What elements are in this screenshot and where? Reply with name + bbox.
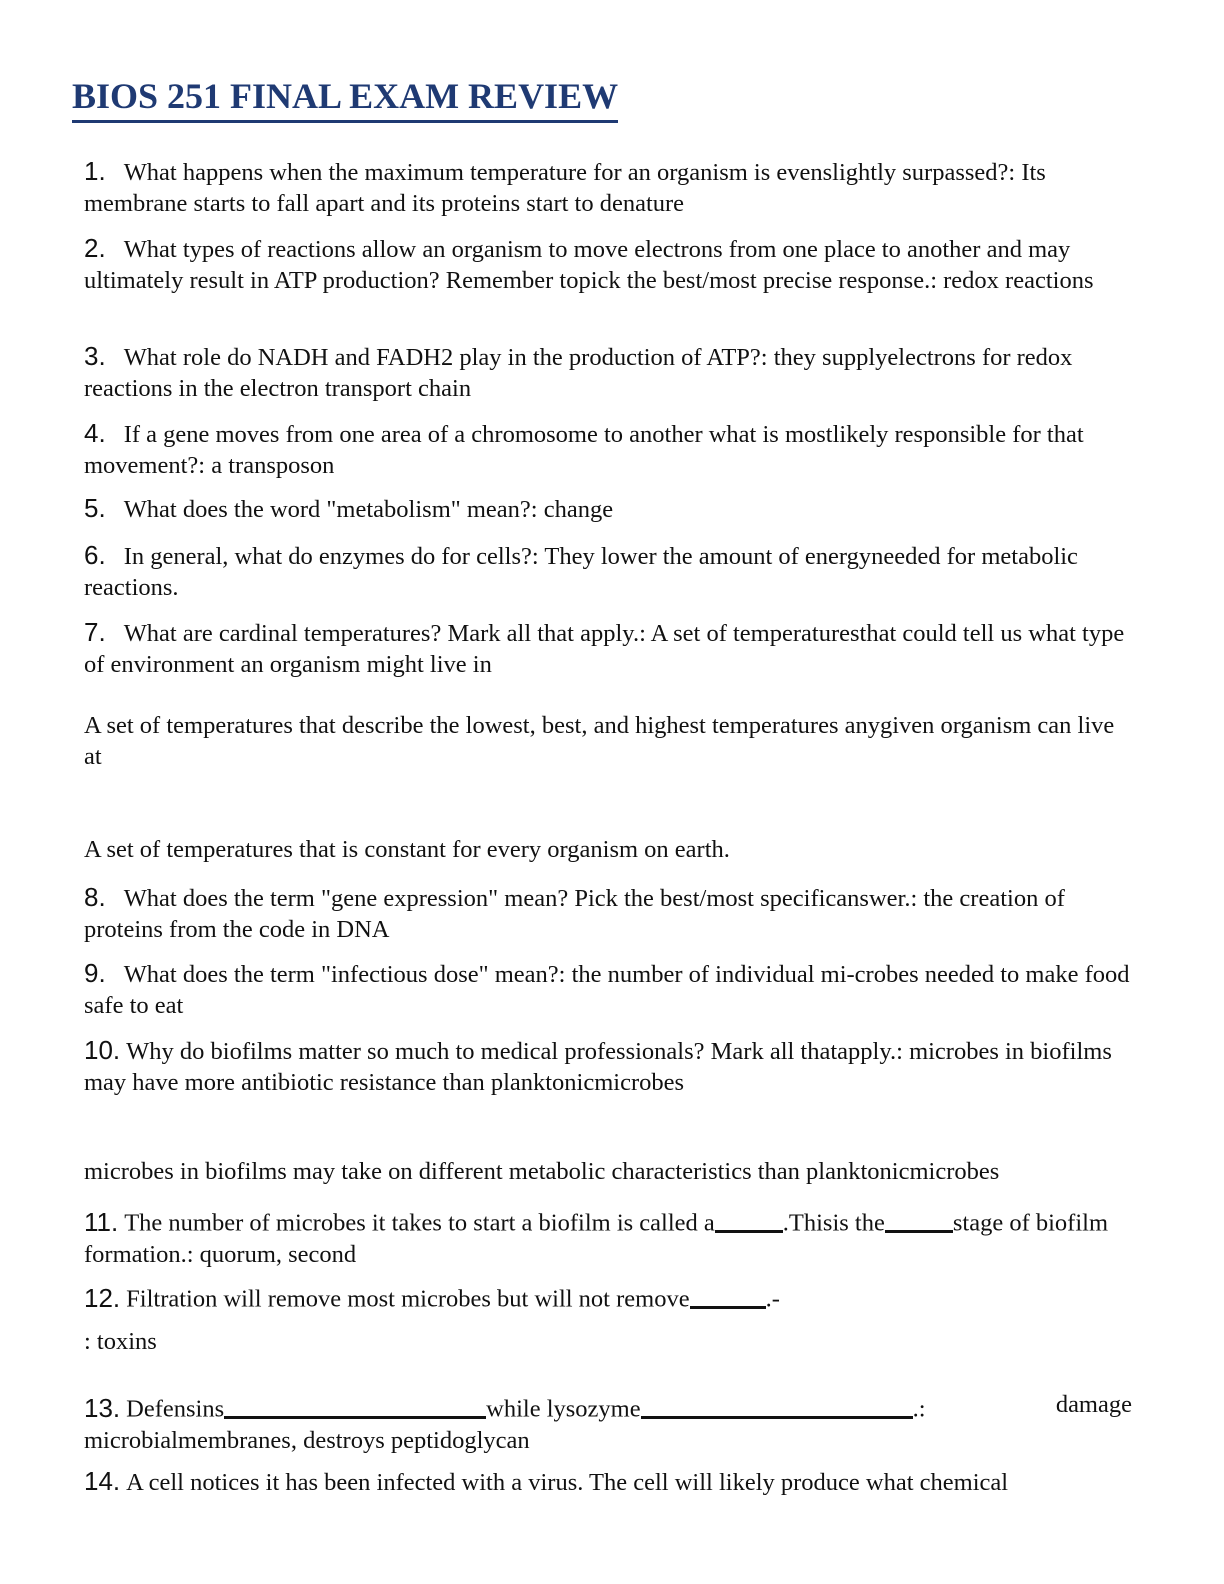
question-text: .Thisis the: [782, 1209, 885, 1237]
question-number: 11.: [84, 1206, 119, 1237]
answer-option: A set of temperatures that describe the lowest, best, and highest temperatures anygiven organism can live at: [84, 712, 1115, 770]
question-number: 4.: [84, 418, 106, 448]
question-text: In general, what do enzymes do for cells?: They lower the amount of energyneeded for metabolic reactions.: [84, 543, 1078, 601]
question-number: 10.: [84, 1035, 121, 1065]
question-8: [84, 882, 1132, 945]
answer-option: microbes in biofilms may take on different metabolic characteristics than planktonicmicrobes: [84, 1158, 1000, 1185]
question-number: 13.: [84, 1392, 121, 1423]
question-text: The number of microbes it takes to start a biofilm is called a: [124, 1209, 715, 1237]
question-text: Why do biofilms matter so much to medical professionals? Mark all thatapply.: microbes in biofilms may have more antibiotic resistance than planktonicmicrobes: [84, 1038, 1112, 1096]
question-number: 9.: [84, 958, 106, 988]
question-text: .-: [765, 1285, 780, 1313]
question-number: 8.: [84, 882, 106, 912]
question-text: If a gene moves from one area of a chromosome to another what is mostlikely responsible for that movement?: a transposon: [84, 421, 1084, 479]
question-text: What happens when the maximum temperature for an organism is evenslightly surpassed?: Its membrane starts to fall apart and its proteins start to denature: [84, 159, 1046, 217]
question-text: What does the word "metabolism" mean?: change: [123, 496, 614, 523]
question-text: while lysozyme: [486, 1395, 641, 1423]
question-text: A cell notices it has been infected with a virus. The cell will likely produce what chemical: [126, 1469, 1009, 1496]
question-number: 6.: [84, 540, 106, 570]
question-number: 3.: [84, 341, 106, 371]
answer-text: : toxins: [84, 1328, 157, 1355]
question-number: 14.: [84, 1466, 121, 1496]
question-text: What are cardinal temperatures? Mark all that apply.: A set of temperaturesthat could tell us what type of environment an organism might live in: [84, 620, 1125, 678]
question-number: 5.: [84, 493, 106, 523]
fill-in-blank: [690, 1281, 766, 1309]
fill-in-blank: [224, 1391, 486, 1419]
question-4: [84, 418, 1132, 481]
question-text: Filtration will remove most microbes but will not remove: [126, 1285, 690, 1313]
question-text: What role do NADH and FADH2 play in the production of ATP?: they supplyelectrons for redox reactions in the electron transport chain: [84, 344, 1073, 402]
question-number: 1.: [84, 156, 106, 186]
answer-option: A set of temperatures that is constant for every organism on earth.: [84, 836, 730, 863]
question-text: stage of biofilm formation.: quorum, second: [84, 1209, 1109, 1268]
question-text: Defensins: [126, 1395, 225, 1423]
question-11: [84, 1203, 1132, 1270]
question-number: 12.: [84, 1282, 121, 1313]
question-6: [84, 540, 1132, 603]
question-2: [84, 233, 1132, 296]
question-number: 7.: [84, 617, 106, 647]
question-line: [84, 1389, 1132, 1425]
question-13: [84, 1389, 1132, 1456]
fill-in-blank: [885, 1205, 953, 1233]
question-12: [84, 1279, 1132, 1315]
question-text: What types of reactions allow an organism to move electrons from one place to another and may ultimately result in ATP production? Remember topick the best/most precise response.: redox reactions: [84, 236, 1094, 294]
question-text: What does the term "gene expression" mean? Pick the best/most specificanswer.: the creation of proteins from the code in DNA: [84, 885, 1065, 943]
question-10: [84, 1035, 1132, 1098]
question-7: [84, 617, 1132, 680]
question-text: What does the term "infectious dose" mean?: the number of individual mi-crobes needed to make food safe to eat: [84, 961, 1130, 1019]
question-9: [84, 958, 1132, 1021]
question-14: [84, 1466, 1132, 1498]
question-1: [84, 156, 1132, 219]
question-number: 2.: [84, 233, 106, 263]
question-text: .:: [912, 1395, 926, 1423]
page-title: BIOS 251 FINAL EXAM REVIEW: [72, 72, 618, 123]
answer-text: microbialmembranes, destroys peptidoglycan: [84, 1426, 530, 1454]
fill-in-blank: [641, 1391, 913, 1419]
fill-in-blank: [715, 1205, 783, 1233]
question-text: damage: [1055, 1391, 1132, 1418]
question-3: [84, 341, 1132, 404]
question-5: [84, 493, 1132, 525]
question-stem: [84, 1389, 926, 1425]
